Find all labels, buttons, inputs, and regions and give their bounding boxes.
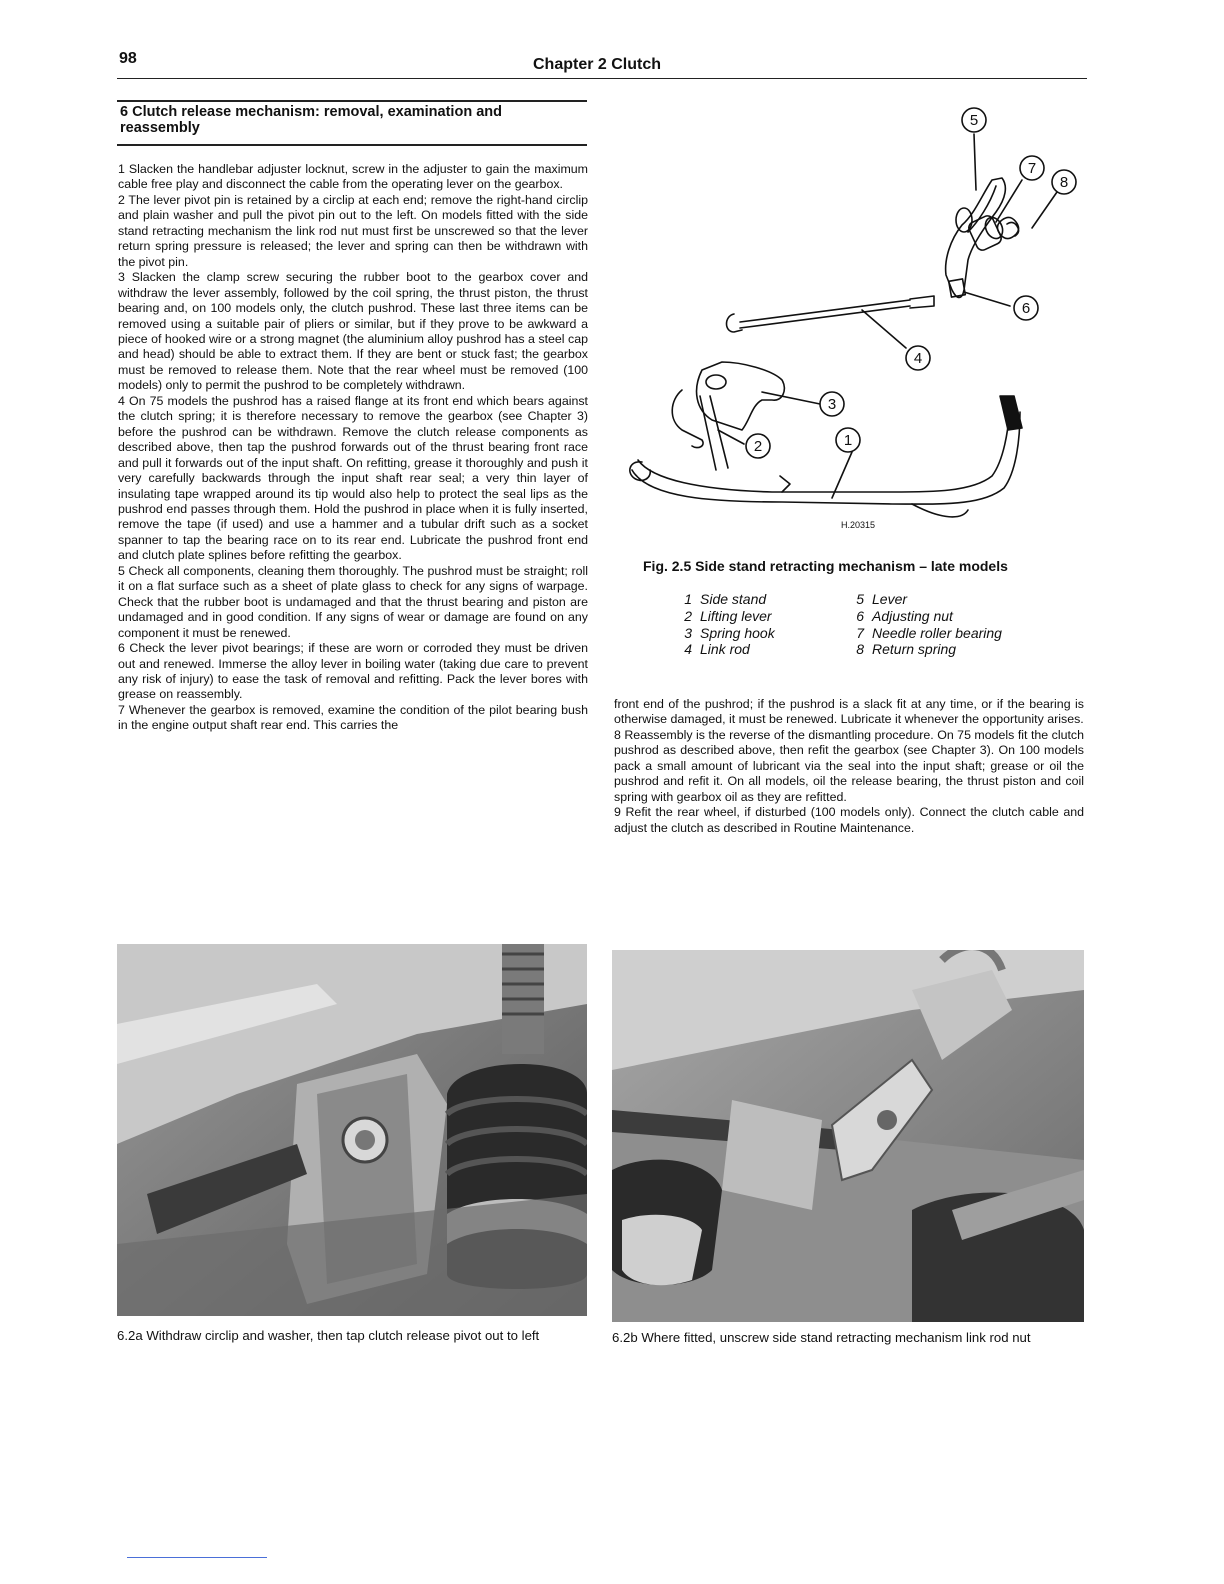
photo-6-2b-image [612, 950, 1084, 1322]
lever-edge [968, 186, 996, 232]
section-title: 6 Clutch release mechanism: removal, examination and reassembly [120, 104, 502, 136]
svg-text:2: 2 [753, 438, 763, 455]
leader-7 [996, 180, 1022, 222]
legend-item [844, 591, 1044, 608]
chapter-title: Chapter 2 Clutch [533, 56, 662, 73]
paragraph-7: 7 Whenever the gearbox is removed, examine the condition of the pilot bearing bush in the engine output shaft rear end. This carries the [118, 702, 588, 733]
figure-code: H.20315 [840, 520, 876, 530]
legend-left-column [672, 591, 872, 658]
legend-right-column [844, 591, 1044, 658]
callout-1 [836, 428, 860, 452]
stand-clip [780, 476, 790, 492]
leader-3 [762, 392, 820, 404]
svg-text:1: 1 [843, 432, 853, 449]
footer-line [127, 1557, 267, 1558]
legend-label: Link rod [700, 641, 750, 658]
paragraph-9: 9 Refit the rear wheel, if disturbed (100 models only). Connect the clutch cable and adjust the clutch as described in Routine Maintenance. [614, 805, 1084, 835]
legend-label: Lever [872, 591, 908, 607]
legend-num: 4 [684, 641, 692, 658]
photo-6-2a [117, 944, 587, 1316]
photo-6-2a-image [117, 944, 587, 1316]
callout-7 [1020, 156, 1044, 180]
legend-num: 6 [856, 607, 864, 624]
callout-8 [1052, 170, 1076, 194]
legend-num: 2 [684, 607, 692, 624]
legend-num: 5 [856, 591, 864, 607]
section-rule-top [117, 100, 587, 102]
page-number: 98 [119, 50, 137, 67]
stand-foot-tail [912, 504, 968, 517]
link-rod [740, 300, 910, 328]
callout-6 [1014, 296, 1038, 320]
legend-item [844, 641, 1044, 658]
leader-1 [832, 452, 852, 498]
legend-label: Return spring [872, 641, 957, 658]
legend-item [844, 608, 1044, 625]
spring-hook [672, 390, 703, 448]
paragraph-7-cont: front end of the pushrod; if the pushrod is a slack fit at any time, or if the bearing is otherwise damaged, it must be renewed. Lubricate it whenever the opportunity arises. [614, 697, 1084, 727]
spring-coil [997, 217, 1018, 238]
legend-item [672, 625, 872, 642]
callout-2 [746, 434, 770, 458]
leader-4 [862, 310, 906, 348]
legend-num: 8 [856, 641, 864, 658]
photo-6-2b-caption: 6.2b Where fitted, unscrew side stand retracting mechanism link rod nut [612, 1330, 1031, 1345]
svg-text:7: 7 [1027, 160, 1037, 177]
stand-leg-top [638, 410, 1010, 492]
callout-3 [820, 392, 844, 416]
svg-text:6: 6 [1021, 300, 1031, 317]
rod-hook [727, 314, 743, 332]
legend-label: Side stand [700, 591, 767, 607]
paragraph-1: 1 Slacken the handlebar adjuster locknut, screw in the adjuster to gain the maximum cable free play and disconnect the cable from the operating lever on the gearbox. [118, 162, 588, 192]
leader-5 [974, 134, 976, 190]
svg-text:8: 8 [1059, 174, 1069, 191]
legend-num: 7 [856, 624, 864, 641]
stand-foot-rubber [1000, 396, 1022, 430]
side-stand-drawing [612, 100, 1084, 545]
lever-hole [706, 375, 726, 389]
callout-5 [962, 108, 986, 132]
legend-item [672, 591, 872, 608]
paragraph-4: 4 On 75 models the pushrod has a raised flange at its front end which bears against the clutch spring; it is therefore necessary to remove the gearbox (see Chapter 3) before the pushrod can be withdrawn. Remove the clutch release components as described above, then tap the pushrod forwards out of the thrust bearing front race and pull it forwards out of the input shaft. On refitting, grease it thoroughly and push it very carefully backwards through the input shaft rear seal; a very thin layer of insulating tape wrapped around its tip would also help to protect the seal lips as the pushrod end passes through them. Hold the pushrod in place when it is fully inserted, remove the tape (if used) and use a hammer and a tubular drift such as a socket spanner to tap the bearing race on to its rear end. Lubricate the pushrod front end and clutch plate splines before refitting the gearbox. [118, 393, 588, 563]
legend-item [844, 625, 1044, 642]
legend-item [672, 641, 872, 658]
legend-num: 3 [684, 624, 692, 641]
legend-num: 1 [684, 591, 692, 607]
figure-side-stand-diagram [612, 100, 1084, 545]
paragraph-2: 2 The lever pivot pin is retained by a circlip at each end; remove the right-hand circlip and plain washer and pull the pivot pin out to the left. On models fitted with the side stand retracting mechanism the link rod nut must first be unscrewed so that the lever return spring pressure is released; the lever and spring can then be withdrawn with the pivot pin. [118, 192, 588, 269]
figure-caption: Fig. 2.5 Side stand retracting mechanism – late models [643, 558, 1008, 574]
section-rule-bottom [117, 144, 587, 146]
legend-label: Lifting lever [700, 607, 772, 624]
left-column-text [118, 162, 588, 734]
rod-thread [910, 296, 934, 308]
photo-6-2b [612, 950, 1084, 1322]
leader-8 [1032, 192, 1057, 228]
header-rule [117, 78, 1087, 79]
paragraph-6: 6 Check the lever pivot bearings; if these are worn or corroded they must be driven out and renewed. Immerse the alloy lever in boiling water (taking due care to prevent any risk of injury) to ease the task of removal and refitting. Pack the lever bores with grease on reassembly. [118, 641, 588, 702]
paragraph-5: 5 Check all components, cleaning them thoroughly. The pushrod must be straight; roll it on a flat surface such as a sheet of plate glass to check for any signs of warpage. Check that the rubber boot is undamaged and that the thrust bearing and piston are undamaged and in good condition. If any signs of wear or damage are found on any component it must be renewed. [118, 563, 588, 640]
leader-6 [964, 292, 1010, 306]
legend-label: Adjusting nut [872, 607, 953, 624]
paragraph-3: 3 Slacken the clamp screw securing the rubber boot to the gearbox cover and withdraw the lever assembly, followed by the coil spring, the thrust piston, the thrust bearing and, on 100 models only, the clutch pushrod. These last three items can be removed using a suitable pair of pliers or similar, but if they prove to be awkward a piece of hooked wire or a strong magnet (the aluminium alloy pushrod has a steel cap and head) should be able to extract them. If they are bent or stuck fast; the gearbox must be removed to release them. Note that the rear wheel must be removed (100 models) only to permit the pushrod to be completely withdrawn. [118, 270, 588, 393]
stand-leg-bottom [632, 412, 1020, 504]
paragraph-8: 8 Reassembly is the reverse of the dismantling procedure. On 75 models fit the clutch pushrod as described above, then refit the gearbox (see Chapter 3). On 100 models pack a small amount of lubricant via the seal into the input shaft; grease or oil the pushrod and refit it. On all models, oil the release bearing, the thrust piston and coil spring with gearbox oil as they are refitted. [614, 727, 1084, 804]
legend-label: Needle roller bearing [872, 624, 1002, 641]
callout-4 [906, 346, 930, 370]
svg-text:5: 5 [969, 112, 979, 129]
svg-text:4: 4 [913, 350, 923, 367]
legend-item [672, 608, 872, 625]
legend-label: Spring hook [700, 624, 775, 641]
svg-text:3: 3 [827, 396, 837, 413]
photo-6-2a-caption: 6.2a Withdraw circlip and washer, then tap clutch release pivot out to left [117, 1328, 540, 1343]
right-column-text [614, 697, 1084, 836]
